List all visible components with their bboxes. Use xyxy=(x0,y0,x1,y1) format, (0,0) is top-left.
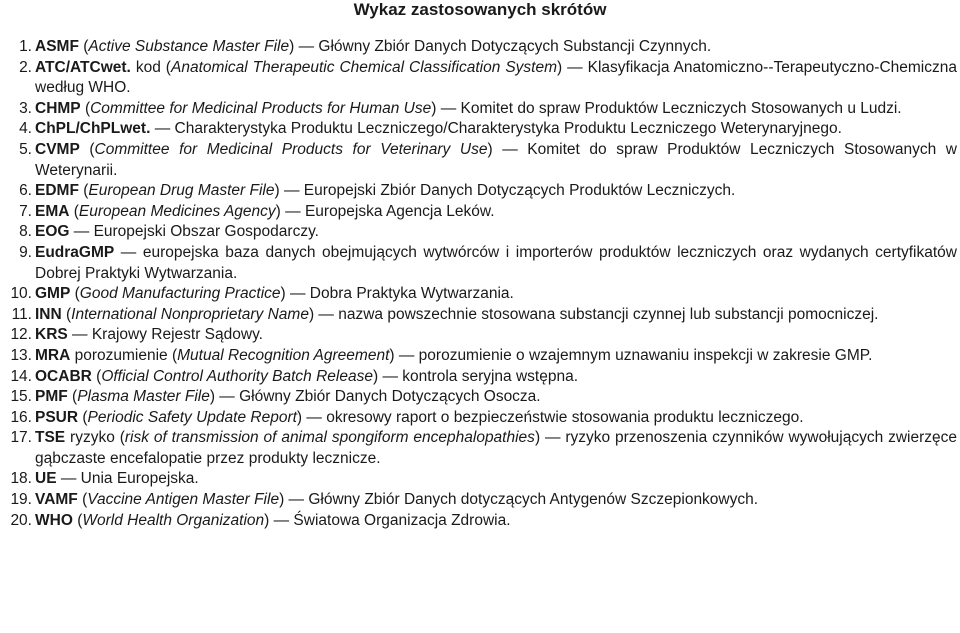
polish-definition: ) — kontrola seryjna wstępna. xyxy=(372,367,579,385)
polish-definition: ) — Światowa Organizacja Zdrowia. xyxy=(264,511,511,529)
english-expansion: Mutual Recognition Agreement xyxy=(177,346,390,364)
polish-definition: ) — Klasyfikacja Anatomiczno--Terapeutyczno-Chemiczna według WHO. xyxy=(35,58,957,97)
definition-text: ( xyxy=(61,305,72,323)
abbreviation: EudraGMP xyxy=(35,243,115,261)
list-item xyxy=(0,284,960,305)
polish-definition: ) — Komitet do spraw Produktów Leczniczych Stosowanych w Weterynarii. xyxy=(35,140,957,179)
list-item xyxy=(0,346,960,367)
list-item xyxy=(0,181,960,202)
definition-text: — Charakterystyka Produktu Leczniczego/Charakterystyka Produktu Leczniczego Weterynaryjnego. xyxy=(150,120,842,138)
item-number: 14. xyxy=(10,367,32,385)
abbreviation: OCABR xyxy=(35,367,92,385)
list-item xyxy=(0,243,960,284)
list-item xyxy=(0,367,960,388)
item-number: 5. xyxy=(19,140,32,158)
definition-text: ( xyxy=(69,202,79,220)
english-expansion: Vaccine Antigen Master File xyxy=(87,491,280,509)
abbreviation: KRS xyxy=(35,326,68,344)
item-number: 9. xyxy=(19,243,32,261)
definition-text: — Europejski Obszar Gospodarczy. xyxy=(69,223,319,241)
item-number: 19. xyxy=(10,491,32,509)
definition-text: ( xyxy=(72,511,83,529)
abbreviation: EMA xyxy=(35,202,70,220)
polish-definition: ) — Europejski Zbiór Danych Dotyczących Produktów Leczniczych. xyxy=(274,182,736,200)
english-expansion: Official Control Authority Batch Release xyxy=(101,367,373,385)
abbreviation: GMP xyxy=(35,285,71,303)
polish-definition: ) — Komitet do spraw Produktów Leczniczych Stosowanych u Ludzi. xyxy=(431,99,902,117)
polish-definition: ) — okresowy raport o bezpieczeństwie stosowania produktu leczniczego. xyxy=(296,408,804,426)
list-item xyxy=(0,511,960,532)
item-number: 17. xyxy=(10,429,32,447)
definition-text: porozumienie ( xyxy=(70,346,178,364)
english-expansion: International Nonproprietary Name xyxy=(71,305,309,323)
abbreviation: ASMF xyxy=(35,38,79,55)
polish-definition: ) — ryzyko przenoszenia czynników wywołujących zwierzęce gąbczaste encefalopatie przez produkty lecznicze. xyxy=(35,429,957,467)
item-number: 8. xyxy=(19,223,32,241)
definition-text: ( xyxy=(78,408,88,426)
list-item xyxy=(0,387,960,408)
definition-text: — europejska baza danych obejmujących wytwórców i importerów produktów leczniczych oraz wydanych certyfikatów Dobrej Praktyki Wytwarzania. xyxy=(35,243,957,282)
list-item xyxy=(0,305,960,326)
item-number: 16. xyxy=(10,408,32,426)
item-number: 12. xyxy=(10,326,32,344)
abbreviation: UE xyxy=(35,470,57,488)
polish-definition: ) — porozumienie o wzajemnym uznawaniu inspekcji w zakresie GMP. xyxy=(389,346,873,364)
english-expansion: Committee for Medicinal Products for Veterinary Use xyxy=(94,140,488,158)
polish-definition: ) — Główny Zbiór Danych Dotyczących Osocza. xyxy=(209,388,541,406)
abbreviation: EDMF xyxy=(35,182,79,200)
abbreviation: PMF xyxy=(35,388,68,406)
item-number: 10. xyxy=(10,285,32,303)
definition-text: ( xyxy=(80,99,91,117)
list-item xyxy=(0,99,960,120)
item-number: 7. xyxy=(19,202,32,220)
polish-definition: ) — Dobra Praktyka Wytwarzania. xyxy=(280,285,514,303)
list-item xyxy=(0,119,960,140)
definition-text: ryzyko ( xyxy=(65,429,125,447)
definition-text: kod ( xyxy=(130,58,171,76)
item-number: 18. xyxy=(10,470,32,488)
abbreviation: EOG xyxy=(35,223,70,241)
definition-text: ( xyxy=(77,491,88,509)
abbreviation: INN xyxy=(35,305,62,323)
list-item xyxy=(0,202,960,223)
definition-text: — Unia Europejska. xyxy=(56,470,199,488)
abbreviation-list xyxy=(0,37,960,531)
item-number: 13. xyxy=(10,346,32,364)
definition-text: ( xyxy=(70,285,80,303)
abbreviation: MRA xyxy=(35,346,71,364)
item-number: 6. xyxy=(19,182,32,200)
list-item xyxy=(0,37,960,58)
english-expansion: Good Manufacturing Practice xyxy=(79,285,281,303)
definition-text: ( xyxy=(91,367,102,385)
polish-definition: ) — Główny Zbiór Danych dotyczących Antygenów Szczepionkowych. xyxy=(279,491,759,509)
abbreviation: PSUR xyxy=(35,408,79,426)
item-number: 4. xyxy=(19,120,32,138)
english-expansion: Periodic Safety Update Report xyxy=(87,408,297,426)
list-item xyxy=(0,490,960,511)
definition-text: ( xyxy=(79,140,95,158)
definition-text: — Krajowy Rejestr Sądowy. xyxy=(67,326,263,344)
definition-text: ( xyxy=(78,38,89,55)
list-item xyxy=(0,325,960,346)
definition-text: ( xyxy=(67,388,78,406)
item-number: 3. xyxy=(19,99,32,117)
polish-definition: ) — nazwa powszechnie stosowana substancji czynnej lub substancji pomocniczej. xyxy=(308,305,879,323)
item-number: 20. xyxy=(10,511,32,529)
item-number: 11. xyxy=(11,305,32,323)
list-item xyxy=(0,58,960,99)
abbreviation: TSE xyxy=(35,429,66,447)
polish-definition: ) — Europejska Agencja Leków. xyxy=(275,202,495,220)
polish-definition: ) — Główny Zbiór Danych Dotyczących Substancji Czynnych. xyxy=(289,38,712,55)
list-item xyxy=(0,408,960,429)
abbreviation: ChPL/ChPLwet. xyxy=(35,120,151,138)
definition-text: ( xyxy=(78,182,89,200)
list-item xyxy=(0,469,960,490)
item-number: 15. xyxy=(10,388,32,406)
list-item xyxy=(0,222,960,243)
item-number: 2. xyxy=(19,58,32,76)
english-expansion: Plasma Master File xyxy=(77,388,210,406)
list-item xyxy=(0,140,960,181)
page-title: Wykaz zastosowanych skrótów xyxy=(353,0,607,19)
abbreviation: WHO xyxy=(35,511,73,529)
english-expansion: Active Substance Master File xyxy=(88,38,290,55)
item-number: 1. xyxy=(19,38,32,55)
english-expansion: Committee for Medicinal Products for Human Use xyxy=(90,99,432,117)
list-item xyxy=(0,428,960,469)
english-expansion: European Drug Master File xyxy=(88,182,275,200)
abbreviation: VAMF xyxy=(35,491,78,509)
abbreviation: CHMP xyxy=(35,99,81,117)
english-expansion: World Health Organization xyxy=(82,511,265,529)
english-expansion: Anatomical Therapeutic Chemical Classification System xyxy=(170,58,557,76)
abbreviation: CVMP xyxy=(35,140,80,158)
abbreviation: ATC/ATCwet. xyxy=(35,58,131,76)
english-expansion: risk of transmission of animal spongiform encephalopathies xyxy=(124,429,535,447)
english-expansion: European Medicines Agency xyxy=(78,202,276,220)
